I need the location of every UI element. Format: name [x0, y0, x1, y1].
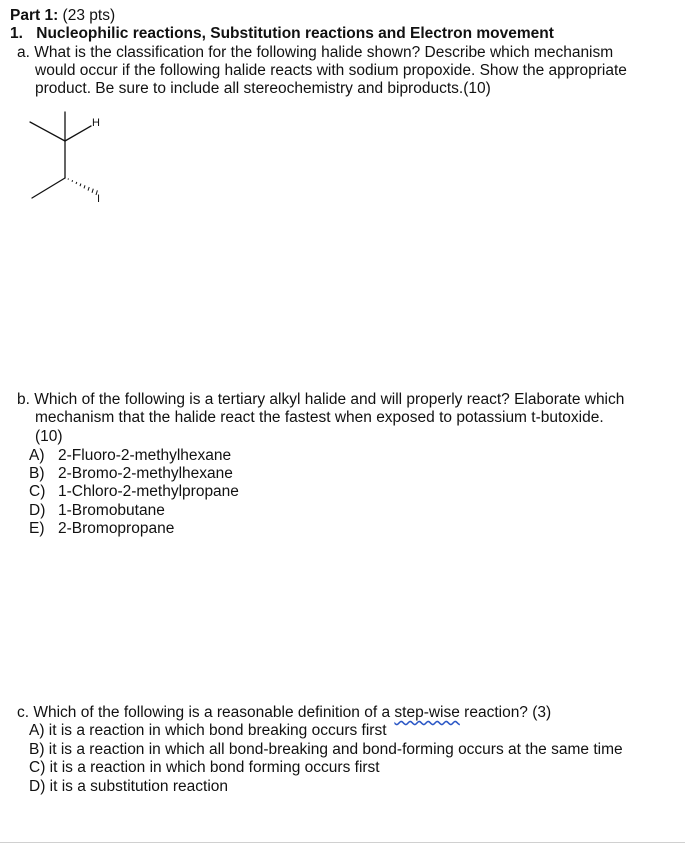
option-text: 2-Bromopropane	[58, 520, 175, 537]
question-b-line-2: mechanism that the halide react the fastest when exposed to potassium t-butoxide.	[35, 409, 604, 426]
option-text: 2-Bromo-2-methylhexane	[58, 465, 233, 482]
question-c-suffix: reaction? (3)	[459, 704, 552, 721]
section-heading	[10, 25, 554, 44]
option-letter: C)	[29, 483, 46, 500]
bond-line	[32, 178, 65, 198]
question-a-line-1: a. What is the classification for the following halide shown? Describe which mechanism	[17, 44, 614, 61]
part-title: Part 1:	[10, 7, 59, 24]
question-b-option-d	[29, 502, 165, 521]
halide-structure	[24, 104, 134, 214]
hashed-wedge-bond	[68, 179, 97, 196]
option-text: 1-Chloro-2-methylpropane	[58, 483, 239, 500]
question-a-line-3: product. Be sure to include all stereochemistry and biproducts.(10)	[35, 80, 491, 97]
section-title: Nucleophilic reactions, Substitution reactions and Electron movement	[36, 25, 554, 42]
question-c-prefix: c. Which of the following is a reasonable definition of a	[17, 704, 395, 721]
question-b-option-b	[29, 465, 233, 484]
option-text: 1-Bromobutane	[58, 502, 165, 519]
part-points: (23 pts)	[58, 7, 116, 24]
option-text: 2-Fluoro-2-methylhexane	[58, 447, 232, 464]
section-number: 1.	[10, 25, 23, 42]
bond-line	[30, 122, 65, 141]
question-c-option-b: B) it is a reaction in which all bond-breaking and bond-forming occurs at the same time	[29, 741, 623, 758]
iodine-label: I	[97, 193, 101, 205]
option-letter: A)	[29, 447, 45, 464]
part-heading	[10, 7, 115, 26]
question-c-stem	[17, 704, 551, 723]
step-wise-term: step-wise	[394, 704, 460, 721]
question-c-option-c: C) it is a reaction in which bond forming occurs first	[29, 759, 380, 776]
question-b-line-3: (10)	[35, 428, 63, 445]
option-letter: E)	[29, 520, 45, 537]
page-bottom-divider	[0, 842, 685, 843]
question-c-option-a: A) it is a reaction in which bond breaking occurs first	[29, 722, 387, 739]
option-letter: D)	[29, 502, 46, 519]
question-b-option-a	[29, 447, 231, 466]
option-letter: B)	[29, 465, 45, 482]
question-b-option-e	[29, 520, 174, 539]
hydrogen-label: H	[92, 117, 100, 129]
question-c-option-d: D) it is a substitution reaction	[29, 778, 229, 795]
bond-line	[65, 126, 91, 141]
question-b-line-1: b. Which of the following is a tertiary alkyl halide and will properly react? Elaborate which	[17, 391, 625, 408]
question-a-line-2: would occur if the following halide reacts with sodium propoxide. Show the appropriate	[35, 62, 627, 79]
question-b-option-c	[29, 483, 239, 502]
